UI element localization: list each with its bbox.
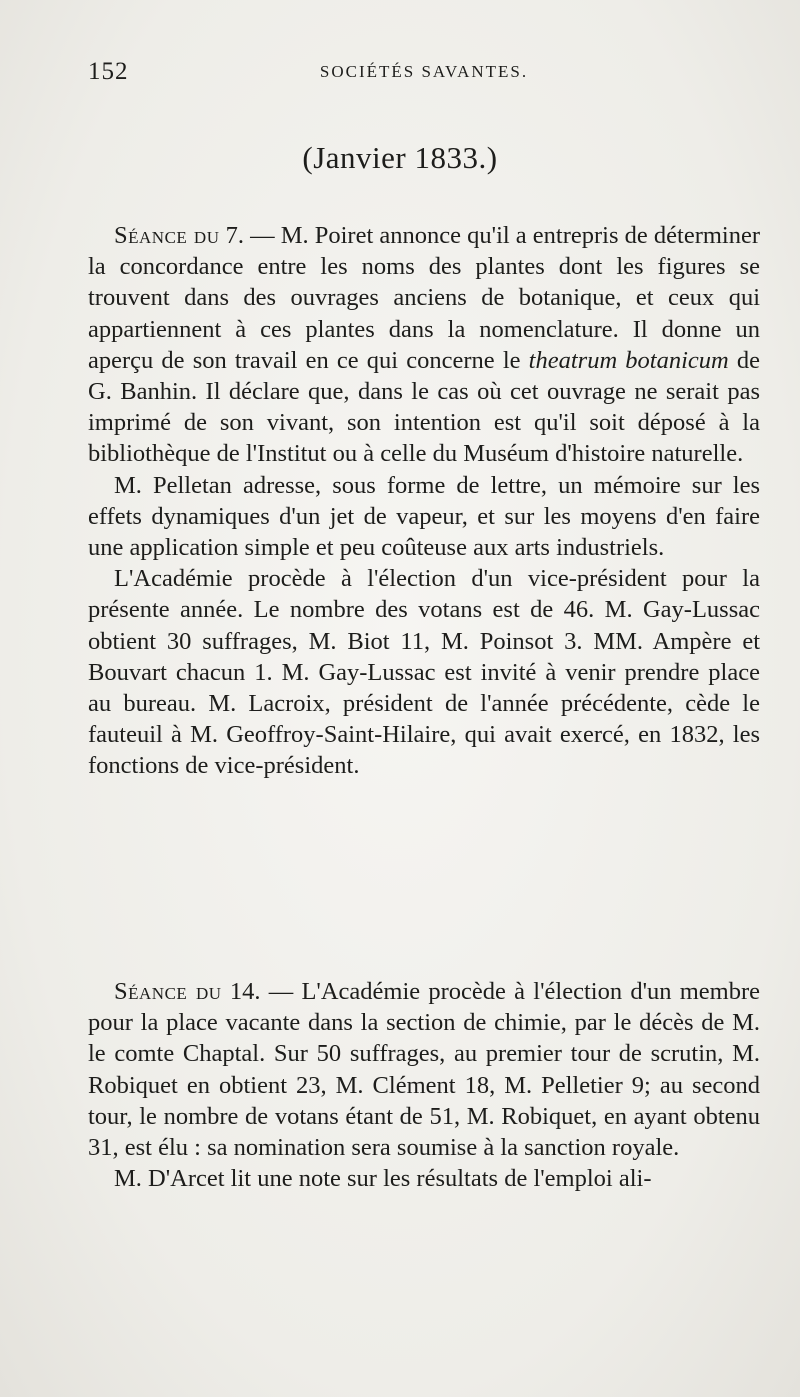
running-title: SOCIÉTÉS SAVANTES.	[319, 62, 529, 81]
paragraph: L'Académie procède à l'élection d'un vice-président pour la présente année. Le nombre des votans est de 46. M. Gay-Lussac obtient 30 suffrages, M. Biot 11, M. Poinsot 3. MM. Ampère et Bouvart chacun 1. M. Gay-Lussac est invité à venir prendre place au bureau. M. Lacroix, président de l'année précédente, cède le fauteuil à M. Geoffroy-Saint-Hilaire, qui avait exercé, en 1832, les fonctions de vice-président.	[88, 565, 760, 780]
running-head	[88, 58, 760, 88]
session-block-14	[88, 976, 760, 1194]
session-day: 7.	[225, 222, 244, 249]
paragraph-text: de G. Banhin. Il déclare que, dans le cas où cet ouvrage ne serait pas imprimé de son vivant, son intention est qu'il soit déposé à la bibliothèque de l'Institut ou à celle du Muséum d'histoire naturelle.	[88, 346, 761, 468]
paragraph	[88, 220, 760, 470]
session-label: Séance du	[114, 978, 222, 1005]
date-heading: (Janvier 1833.)	[302, 140, 498, 175]
paragraph-text: — M. Poiret annonce qu'il a entrepris de déterminer la concordance entre les noms des plantes dont les figures se trouvent dans des ouvrages anciens de botanique, et ceux qui appartiennent à ces plantes dans la nomenclature. Il donne un aperçu de son travail en ce qui concerne le	[88, 222, 760, 374]
book-title: theatrum botanicum	[528, 346, 729, 374]
paragraph: M. Pelletan adresse, sous forme de lettre, un mémoire sur les effets dynamiques d'un jet de vapeur, et sur les moyens d'en faire une application simple et peu coûteuse aux arts industriels.	[88, 471, 760, 562]
paragraph	[88, 976, 760, 1163]
session-label: Séance du	[114, 222, 220, 249]
page-number: 152	[88, 58, 129, 85]
session-day: 14.	[229, 978, 261, 1005]
paragraph-text: — L'Académie procède à l'élection d'un membre pour la place vacante dans la section de chimie, par le décès de M. le comte Chaptal. Sur 50 suffrages, au premier tour de scrutin, M. Robiquet en obtient 23, M. Clément 18, M. Pelletier 9; au second tour, le nombre de votans étant de 51, M. Robiquet, en ayant obtenu 31, est élu : sa nomination sera soumise à la sanction royale.	[88, 978, 760, 1162]
session-block-7	[88, 220, 760, 782]
paragraph: M. D'Arcet lit une note sur les résultats de l'emploi ali-	[114, 1165, 652, 1193]
